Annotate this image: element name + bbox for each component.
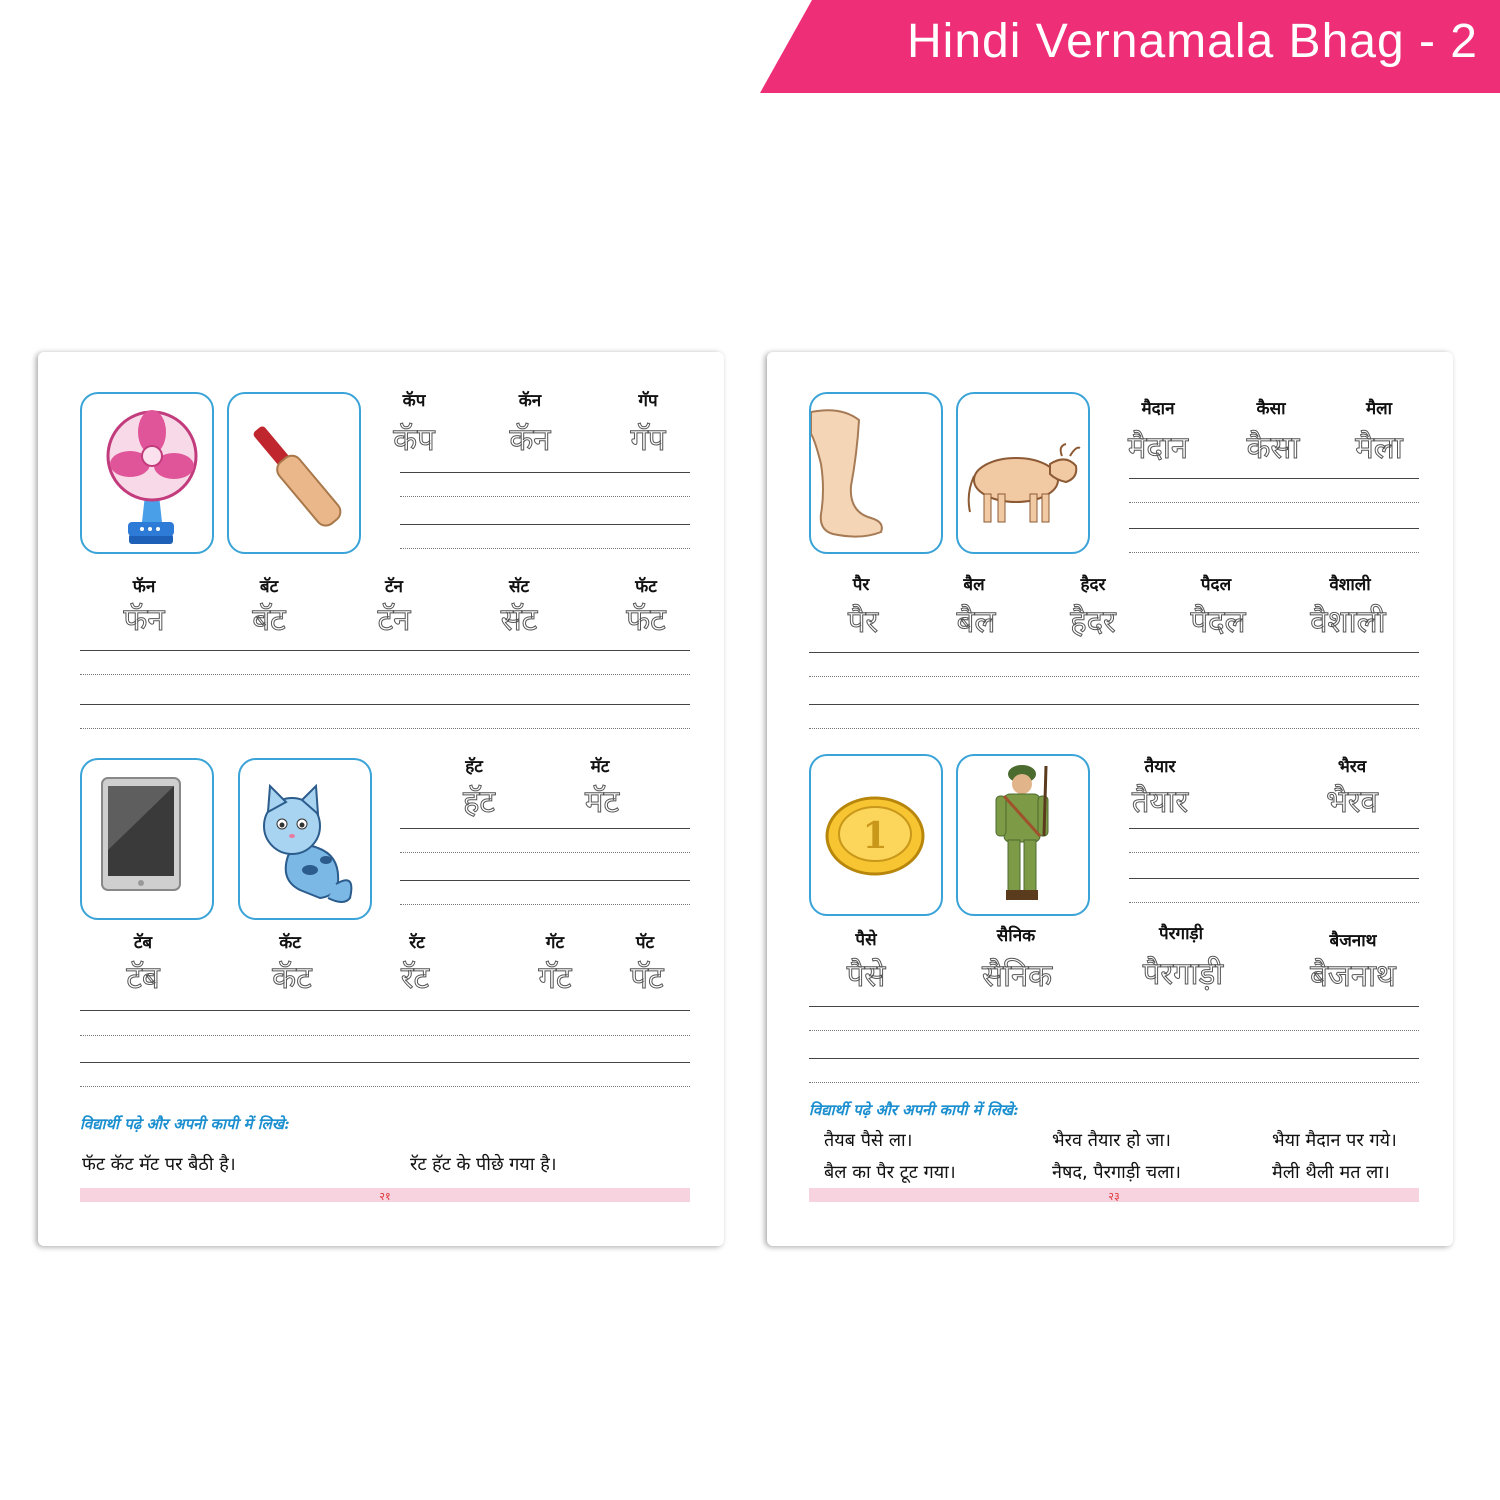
writing-guide	[809, 728, 1419, 729]
cat-image	[238, 758, 372, 920]
writing-guide	[809, 1082, 1419, 1083]
tracing-word: कॅन	[509, 422, 551, 458]
word-label: हॅट	[465, 757, 483, 777]
word-label: गॅप	[638, 391, 658, 411]
word-label: बैल	[963, 575, 985, 595]
word-label: कैसा	[1256, 399, 1286, 419]
writing-line	[400, 472, 690, 473]
soldier-image	[956, 754, 1090, 916]
tracing-word: सैनिक	[982, 958, 1052, 994]
writing-guide	[400, 904, 690, 905]
word-label: बॅट	[259, 577, 279, 597]
word-label: कॅप	[402, 391, 426, 411]
writing-line	[80, 1010, 690, 1011]
word-label: मैदान	[1141, 399, 1175, 419]
practice-sentence: बैल का पैर टूट गया।	[824, 1162, 956, 1183]
tracing-word: हैदर	[1070, 604, 1116, 640]
tracing-word: वैशाली	[1310, 604, 1386, 640]
workbook-page-right	[767, 352, 1453, 1246]
tracing-word: पॅट	[630, 960, 664, 996]
tracing-word: फॅन	[123, 602, 165, 638]
tracing-word: पैदल	[1190, 604, 1246, 640]
word-label: पैर	[852, 575, 870, 595]
tracing-word: हॅट	[462, 784, 496, 820]
writing-line	[400, 828, 690, 829]
writing-guide	[400, 852, 690, 853]
ox-image	[956, 392, 1090, 554]
word-label: फॅन	[132, 577, 156, 597]
writing-line	[80, 1062, 690, 1063]
writing-line	[1129, 528, 1419, 529]
writing-guide	[809, 1030, 1419, 1031]
tracing-word: पैसे	[846, 958, 886, 994]
instruction-text: विद्यार्थी पढ़े और अपनी कापी में लिखे:	[809, 1101, 1019, 1119]
writing-line	[80, 704, 690, 705]
banner-title: Hindi Vernamala Bhag - 2	[907, 15, 1478, 68]
word-label: टॅन	[384, 577, 404, 597]
writing-line	[400, 524, 690, 525]
tracing-word: सॅट	[500, 602, 538, 638]
tracing-word: पैरगाड़ी	[1142, 956, 1224, 992]
writing-guide	[400, 496, 690, 497]
writing-guide	[80, 1086, 690, 1087]
word-label: मॅट	[590, 757, 610, 777]
writing-line	[809, 652, 1419, 653]
fan-image	[80, 392, 214, 554]
tablet-image	[80, 758, 214, 920]
word-label: मैला	[1365, 399, 1393, 419]
workbook-page-left	[38, 352, 724, 1246]
writing-line	[80, 650, 690, 651]
practice-sentence: भैरव तैयार हो जा।	[1052, 1130, 1171, 1151]
writing-line	[809, 1006, 1419, 1007]
tracing-word: बैजनाथ	[1310, 958, 1396, 994]
writing-guide	[80, 674, 690, 675]
coin-image	[809, 754, 943, 916]
word-label: गॅट	[545, 933, 565, 953]
tracing-word: मॅट	[584, 784, 620, 820]
writing-guide	[1129, 552, 1419, 553]
cricket-bat-image	[227, 392, 361, 554]
tracing-word: कॅट	[272, 960, 312, 996]
writing-line	[400, 880, 690, 881]
word-label: पैरगाड़ी	[1158, 924, 1204, 944]
tracing-word: कॅप	[393, 422, 435, 458]
writing-guide	[80, 728, 690, 729]
writing-guide	[1129, 502, 1419, 503]
leg-image	[809, 392, 943, 554]
word-label: तैयार	[1144, 757, 1176, 777]
word-label: सैनिक	[996, 926, 1036, 946]
tracing-word: भैरव	[1326, 784, 1378, 820]
writing-guide	[1129, 902, 1419, 903]
practice-sentence: रॅट हॅट के पीछे गया है।	[410, 1154, 557, 1175]
word-label: पैदल	[1200, 575, 1232, 595]
word-label: रॅट	[409, 933, 425, 953]
tracing-word: कैसा	[1246, 430, 1300, 466]
word-label: फॅट	[635, 577, 657, 597]
writing-guide	[809, 676, 1419, 677]
word-label: सॅट	[508, 577, 530, 597]
writing-line	[1129, 478, 1419, 479]
tracing-word: गॅप	[630, 422, 666, 458]
word-label: पॅट	[635, 933, 655, 953]
word-label: कॅट	[279, 933, 301, 953]
tracing-word: फॅट	[626, 602, 666, 638]
word-label: भैरव	[1337, 757, 1367, 777]
writing-line	[809, 704, 1419, 705]
practice-sentence: फॅट कॅट मॅट पर बैठी है।	[82, 1154, 236, 1175]
word-label: हैदर	[1080, 575, 1106, 595]
writing-guide	[80, 1035, 690, 1036]
practice-sentence: नैषद, पैरगाड़ी चला।	[1052, 1162, 1181, 1183]
practice-sentence: भैया मैदान पर गये।	[1272, 1130, 1397, 1151]
tracing-word: टॅन	[377, 602, 411, 638]
tracing-word: मैदान	[1127, 430, 1189, 466]
practice-sentence: मैली थैली मत ला।	[1272, 1162, 1390, 1183]
tracing-word: गॅट	[538, 960, 572, 996]
writing-guide	[400, 548, 690, 549]
writing-line	[1129, 828, 1419, 829]
tracing-word: बॅट	[252, 602, 286, 638]
tracing-word: टॅब	[126, 960, 160, 996]
tracing-word: तैयार	[1131, 784, 1189, 820]
page-number: २१	[379, 1190, 391, 1203]
writing-guide	[1129, 852, 1419, 853]
word-label: पैसे	[855, 930, 877, 950]
tracing-word: बैल	[956, 604, 996, 640]
word-label: टॅब	[133, 933, 153, 953]
word-label: बैजनाथ	[1329, 931, 1377, 951]
tracing-word: रॅट	[400, 960, 430, 996]
svg-text:1: 1	[862, 815, 888, 857]
writing-line	[1129, 878, 1419, 879]
tracing-word: मैला	[1355, 430, 1403, 466]
practice-sentence: तैयब पैसे ला।	[824, 1130, 913, 1151]
word-label: वैशाली	[1329, 575, 1371, 595]
instruction-text: विद्यार्थी पढ़े और अपनी कापी में लिखे:	[80, 1115, 290, 1133]
page-number: २३	[1108, 1190, 1120, 1203]
writing-line	[809, 1058, 1419, 1059]
tracing-word: पैर	[847, 604, 879, 640]
word-label: कॅन	[518, 391, 542, 411]
